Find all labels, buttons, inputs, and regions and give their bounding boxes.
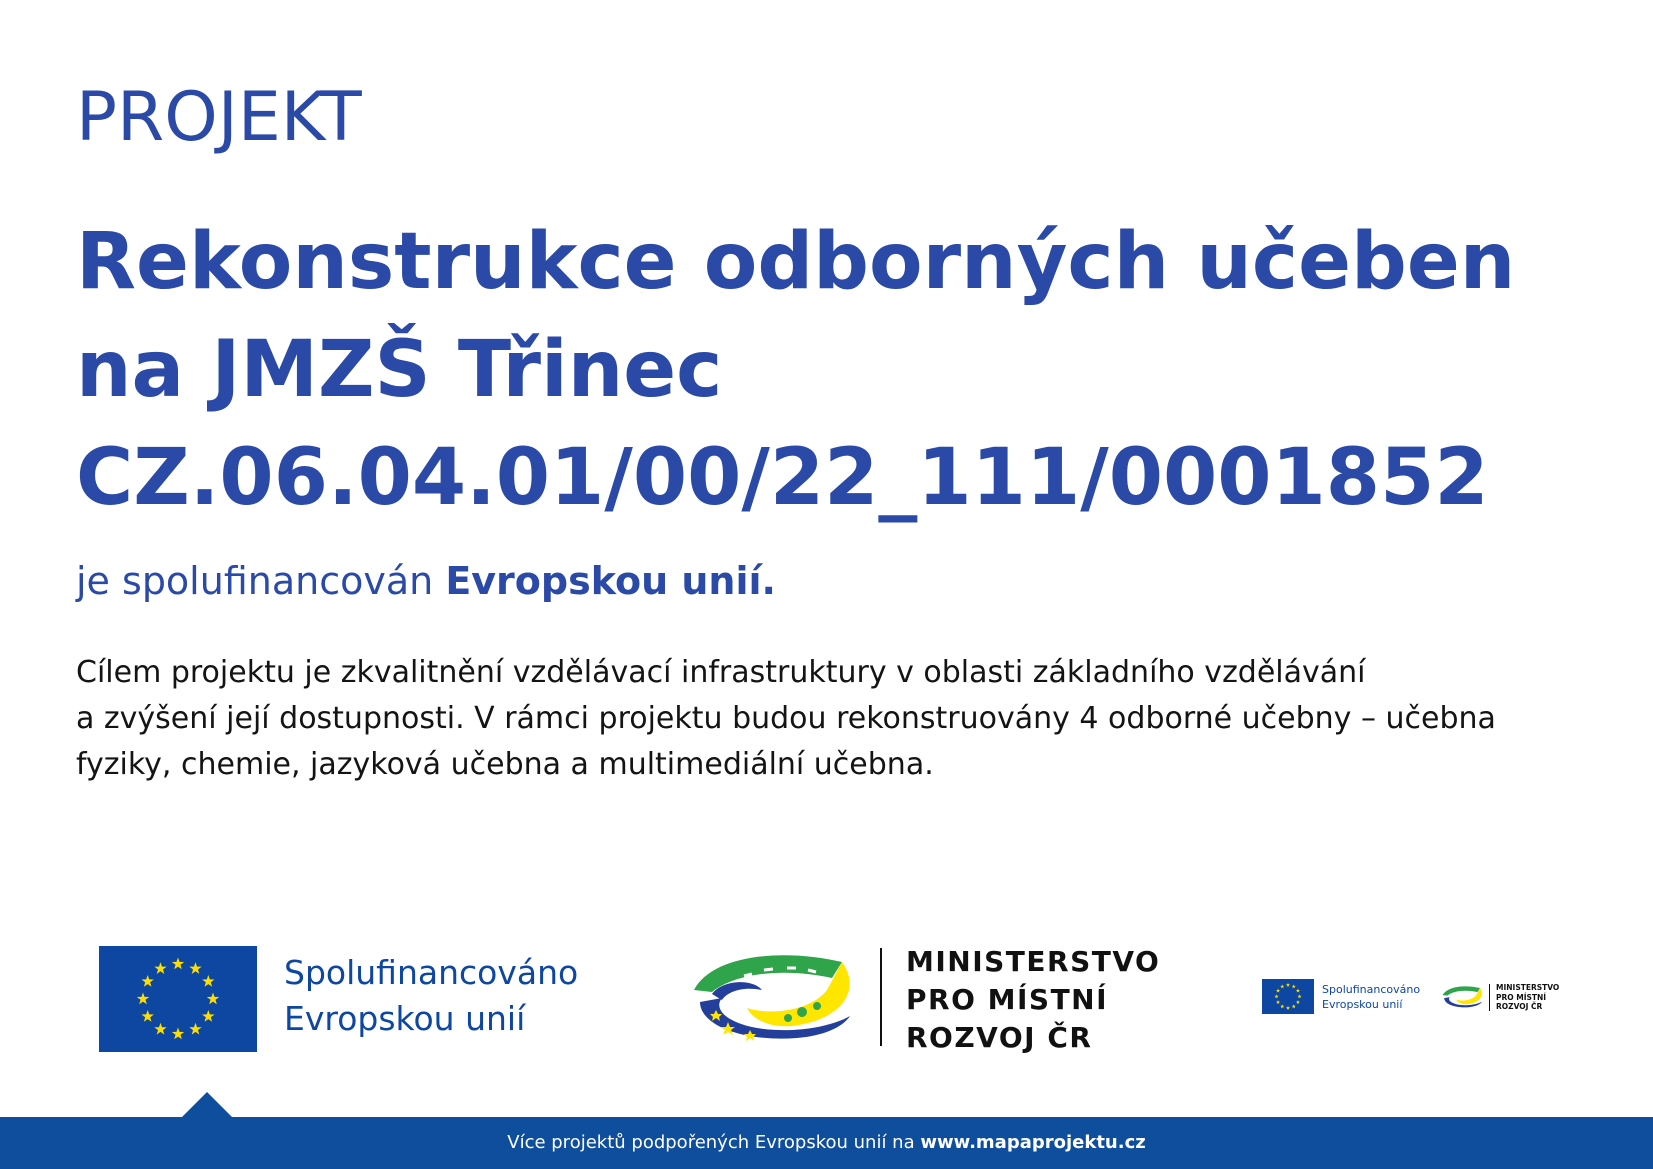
small-mmr-emblem-icon bbox=[1442, 985, 1484, 1009]
eu-star-icon bbox=[1292, 984, 1296, 988]
title-line-3: CZ.06.04.01/00/22_111/0001852 bbox=[76, 433, 1489, 523]
eu-star-icon bbox=[172, 1028, 184, 1040]
small-mmr-logo-line-2: PRO MÍSTNÍ bbox=[1496, 992, 1547, 1002]
eu-star-icon bbox=[1292, 1004, 1296, 1008]
description-line-2: a zvýšení její dostupnosti. V rámci projektu budou rekonstruovány 4 odborné učebny – učebna bbox=[76, 701, 1496, 736]
eu-star-icon bbox=[172, 958, 184, 970]
mmr-emblem-icon bbox=[692, 950, 857, 1045]
small-eu-logo-line-2: Evropskou unií bbox=[1322, 998, 1403, 1011]
small-mmr-divider bbox=[1489, 984, 1490, 1011]
eu-logo-line-1: Spolufinancováno bbox=[284, 953, 579, 992]
mmr-logo-text bbox=[906, 943, 1160, 1057]
small-mmr-logo-line-1: MINISTERSTVO bbox=[1496, 983, 1560, 992]
eu-logo-line-2: Evropskou unií bbox=[284, 999, 526, 1038]
project-description bbox=[76, 650, 1576, 788]
project-label: PROJEKT bbox=[76, 78, 362, 157]
cofinancing-emphasis: Evropskou unií. bbox=[445, 559, 776, 603]
eu-star-icon bbox=[154, 962, 166, 974]
small-eu-logo-text bbox=[1322, 982, 1420, 1012]
small-eu-logo-line-1: Spolufinancováno bbox=[1322, 983, 1421, 996]
mmr-logo-line-2: PRO MÍSTNÍ bbox=[906, 983, 1109, 1016]
eu-star-icon bbox=[202, 975, 214, 987]
mmr-logo-line-1: MINISTERSTVO bbox=[906, 945, 1161, 978]
title-line-1: Rekonstrukce odborných učeben bbox=[76, 217, 1516, 307]
eu-logo-text bbox=[284, 950, 578, 1042]
small-mmr-logo-line-3: ROZVOJ ČR bbox=[1496, 1002, 1543, 1011]
eu-stars-circle bbox=[99, 946, 257, 1052]
eu-star-icon bbox=[1296, 989, 1300, 993]
eu-star-icon bbox=[1286, 983, 1290, 987]
eu-star-icon bbox=[137, 993, 149, 1005]
eu-star-icon bbox=[202, 1010, 214, 1022]
eu-star-icon bbox=[1280, 984, 1284, 988]
cofinancing-prefix: je spolufinancován bbox=[76, 559, 434, 603]
eu-star-icon bbox=[1276, 1000, 1280, 1004]
eu-star-icon bbox=[1297, 994, 1301, 998]
small-mmr-logo-text bbox=[1496, 983, 1559, 1012]
eu-star-icon bbox=[1280, 1004, 1284, 1008]
eu-star-icon bbox=[142, 1010, 154, 1022]
cofinancing-statement bbox=[76, 559, 776, 603]
eu-star-icon bbox=[142, 975, 154, 987]
eu-star-icon bbox=[154, 1023, 166, 1035]
eu-flag-icon bbox=[99, 946, 257, 1052]
description-line-3: fyziky, chemie, jazyková učebna a multimediální učebna. bbox=[76, 747, 934, 782]
eu-star-icon bbox=[189, 1023, 201, 1035]
footer-bar bbox=[0, 1117, 1653, 1169]
footer-notch bbox=[182, 1092, 232, 1117]
eu-star-icon bbox=[1286, 1006, 1290, 1010]
footer-text: Více projektů podpořených Evropskou unií na bbox=[507, 1132, 915, 1153]
eu-star-icon bbox=[1296, 1000, 1300, 1004]
title-line-2: na JMZŠ Třinec bbox=[76, 325, 723, 415]
eu-star-icon bbox=[189, 962, 201, 974]
small-eu-stars bbox=[1262, 979, 1314, 1014]
footer-link[interactable]: www.mapaprojektu.cz bbox=[920, 1132, 1146, 1153]
description-line-1: Cílem projektu je zkvalitnění vzdělávací infrastruktury v oblasti základního vzdělávání bbox=[76, 655, 1366, 690]
eu-star-icon bbox=[207, 993, 219, 1005]
mmr-logo-line-3: ROZVOJ ČR bbox=[906, 1021, 1093, 1054]
mmr-divider bbox=[880, 948, 882, 1046]
eu-star-icon bbox=[1276, 989, 1280, 993]
eu-star-icon bbox=[1274, 994, 1278, 998]
small-eu-flag-icon bbox=[1262, 979, 1314, 1014]
project-title bbox=[76, 208, 1515, 532]
